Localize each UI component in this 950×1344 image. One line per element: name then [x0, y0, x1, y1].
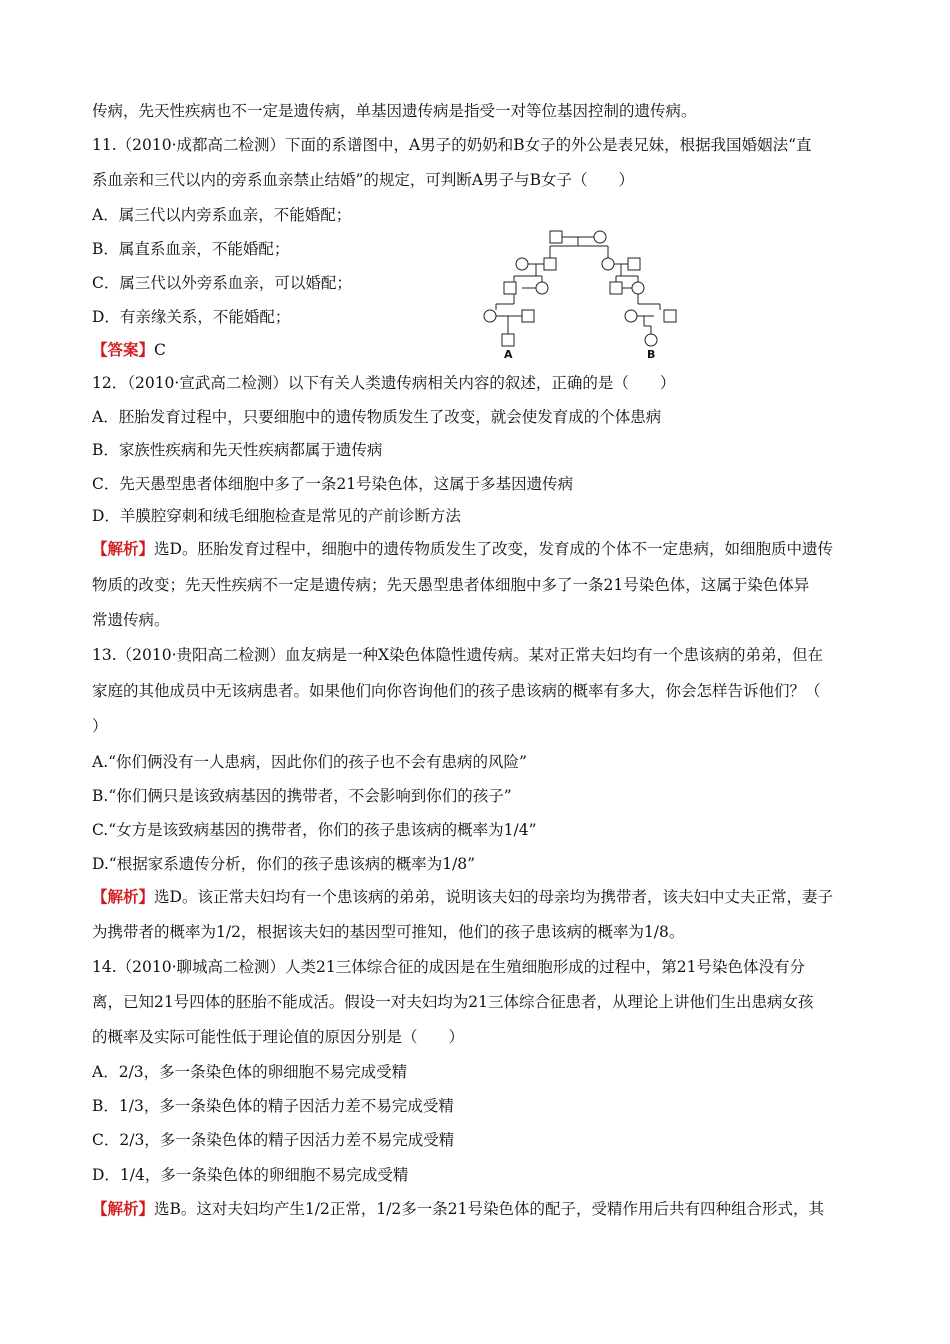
male-a-symbol: [502, 334, 514, 346]
option-a: A．胚胎发育过程中，只要细胞中的遗传物质发生了改变，就会使发育成的个体患病: [92, 408, 662, 426]
grandfather-male-symbol: [550, 231, 562, 243]
pedigree-label-a: A: [504, 348, 513, 361]
analysis-tag: 【解析】: [92, 539, 155, 558]
option-c: C．2/3，多一条染色体的精子因活力差不易完成受精: [92, 1131, 455, 1149]
male-symbol: [504, 282, 516, 294]
analysis-line: [92, 1199, 824, 1219]
option-d: D．有亲缘关系，不能婚配；: [92, 308, 291, 326]
text-line: 传病，先天性疾病也不一定是遗传病，单基因遗传病是指受一对等位基因控制的遗传病。: [92, 102, 697, 120]
option-a: A．属三代以内旁系血亲，不能婚配；: [92, 206, 352, 224]
question-14-stem-cont: 离，已知21号四体的胚胎不能成活。假设一对夫妇均为21三体综合征患者，从理论上讲他们生出患病女孩: [92, 993, 814, 1011]
option-b: B.“你们俩只是该致病基因的携带者，不会影响到你们的孩子”: [92, 787, 512, 805]
answer-tag: 【答案】: [92, 340, 155, 359]
male-symbol: [544, 258, 556, 270]
male-symbol: [522, 310, 534, 322]
question-13-stem-end: ）: [92, 717, 108, 735]
analysis-line: [92, 539, 833, 559]
female-b-symbol: [645, 334, 657, 346]
female-symbol: [516, 258, 528, 270]
analysis-text: 选D。该正常夫妇均有一个患该病的弟弟，说明该夫妇的母亲均为携带者，该夫妇中丈夫正常，妻子: [154, 888, 833, 906]
female-symbol: [602, 258, 614, 270]
option-a: A．2/3，多一条染色体的卵细胞不易完成受精: [92, 1063, 408, 1081]
option-d: D．1/4，多一条染色体的卵细胞不易完成受精: [92, 1166, 409, 1184]
question-11-stem-cont: 系血亲和三代以内的旁系血亲禁止结婚”的规定，可判断A男子与B女子（ ）: [92, 171, 635, 189]
option-d: D.“根据家系遗传分析，你们的孩子患该病的概率为1/8”: [92, 855, 476, 873]
female-symbol: [632, 282, 644, 294]
question-13-stem: 13.（2010·贵阳高二检测）血友病是一种X染色体隐性遗传病。某对正常夫妇均有一个患该病的弟弟，但在: [92, 646, 824, 664]
answer-line: [92, 340, 166, 360]
analysis-text: 选B。这对夫妇均产生1/2正常，1/2多一条21号染色体的配子，受精作用后共有四种组合形式，其: [154, 1200, 825, 1218]
question-13-stem-cont: 家庭的其他成员中无该病患者。如果他们向你咨询他们的孩子患该病的概率有多大，你会怎样告诉他们？（: [92, 682, 821, 700]
male-symbol: [610, 282, 622, 294]
male-symbol: [664, 310, 676, 322]
question-14-stem-end: 的概率及实际可能性低于理论值的原因分别是（ ）: [92, 1028, 465, 1046]
option-b: B．家族性疾病和先天性疾病都属于遗传病: [92, 441, 383, 459]
option-a: A.“你们俩没有一人患病，因此你们的孩子也不会有患病的风险”: [92, 753, 527, 771]
option-b: B．属直系血亲，不能婚配；: [92, 240, 290, 258]
grandmother-female-symbol: [594, 231, 606, 243]
option-b: B．1/3，多一条染色体的精子因活力差不易完成受精: [92, 1097, 454, 1115]
female-symbol: [625, 310, 637, 322]
analysis-line: [92, 887, 833, 907]
option-c: C.“女方是该致病基因的携带者，你们的孩子患该病的概率为1/4”: [92, 821, 537, 839]
analysis-text: 选D。胚胎发育过程中，细胞中的遗传物质发生了改变，发育成的个体不一定患病，如细胞质中遗传: [154, 540, 833, 558]
female-symbol: [536, 282, 548, 294]
option-d: D．羊膜腔穿刺和绒毛细胞检查是常见的产前诊断方法: [92, 507, 461, 525]
question-14-stem: 14.（2010·聊城高二检测）人类21三体综合征的成因是在生殖细胞形成的过程中，第21号染色体没有分: [92, 958, 805, 976]
pedigree-diagram: [478, 226, 688, 362]
option-c: C．属三代以外旁系血亲，可以婚配；: [92, 274, 352, 292]
text-line: 物质的改变；先天性疾病不一定是遗传病；先天愚型患者体细胞中多了一条21号染色体，这属于染色体异: [92, 576, 810, 594]
answer-text: C: [154, 341, 166, 359]
text-line: 为携带者的概率为1/2，根据该夫妇的基因型可推知，他们的孩子患该病的概率为1/8。: [92, 923, 685, 941]
female-symbol: [484, 310, 496, 322]
text-line: 常遗传病。: [92, 611, 170, 629]
male-symbol: [628, 258, 640, 270]
analysis-tag: 【解析】: [92, 887, 155, 906]
question-11-stem: 11.（2010·成都高二检测）下面的系谱图中，A男子的奶奶和B女子的外公是表兄妹，根据我国婚姻法“直: [92, 136, 812, 154]
pedigree-label-b: B: [647, 348, 656, 361]
option-c: C．先天愚型患者体细胞中多了一条21号染色体，这属于多基因遗传病: [92, 475, 574, 493]
analysis-tag: 【解析】: [92, 1199, 155, 1218]
question-12-stem: 12．（2010·宣武高二检测）以下有关人类遗传病相关内容的叙述，正确的是（ ）: [92, 374, 676, 392]
